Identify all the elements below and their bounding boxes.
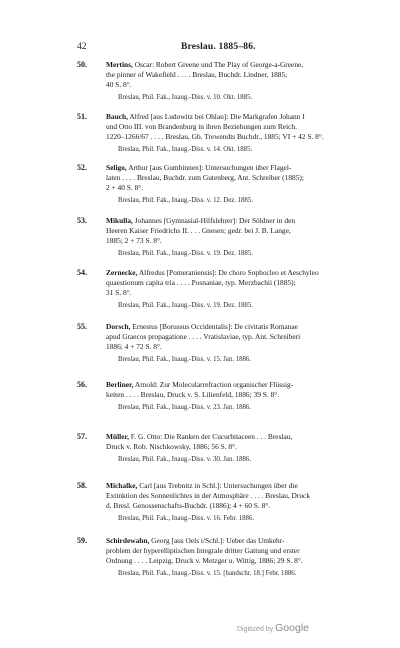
entry-line-3: 40 S. 8°. — [106, 80, 132, 89]
entry-number: 55. — [77, 322, 87, 331]
entry-line-1 — [106, 432, 292, 442]
entry-title-start: Georg [aus Oels i/Schl.]: Ueber das Umkehr- — [149, 536, 285, 545]
entry-line-1 — [106, 112, 305, 122]
entry-author: Schirdewahn, — [106, 536, 150, 545]
entry-number: 59. — [77, 536, 87, 545]
entry-line-2: quaestionum capita tria . . . . Posnaniae, typ. Merzbachii (1885); — [106, 278, 296, 287]
entry-line-1 — [106, 268, 319, 278]
entry-line-1 — [106, 481, 298, 491]
entry-author: Zernecke, — [106, 268, 138, 277]
page-header — [77, 41, 347, 53]
entry-line-1 — [106, 536, 285, 546]
entry-dissertation-note: Breslau, Phil. Fak., Inaug.-Diss. v. 15. [handschr. 18.] Febr. 1886. — [118, 570, 297, 577]
entry-line-2: Druck v. Rob. Nischkowsky, 1886; 56 S. 8°. — [106, 442, 237, 451]
entry-line-1 — [106, 216, 295, 226]
page-number: 42 — [77, 42, 87, 52]
entry-line-3: 1886; 4 + 72 S. 8°. — [106, 342, 162, 351]
entry-author: Dorsch, — [106, 322, 131, 331]
entry-dissertation-note: Breslau, Phil. Fak., Inaug.-Diss. v. 30. Jan. 1886. — [118, 456, 252, 463]
entry-number: 57. — [77, 432, 87, 441]
entry-title-start: Alfredus [Pomeraniensis]: De choro Sophocleo et Aeschyleo — [137, 268, 319, 277]
entry-line-3: 31 S. 8°. — [106, 288, 132, 297]
entry-line-2: the pinner of Wakefield . . . . Breslau, Buchdr. Lindner, 1885; — [106, 70, 288, 79]
entry-number: 51. — [77, 112, 87, 121]
entry-line-3: Ordnung . . . . Leipzig, Druck v. Metzger u. Wittig, 1886; 29 S. 8°. — [106, 556, 303, 565]
watermark-logo: Google — [275, 622, 309, 634]
entry-number: 58. — [77, 481, 87, 490]
entry-number: 52. — [77, 163, 87, 172]
entry-dissertation-note: Breslau, Phil. Fak., Inaug.-Diss. v. 23. Jan. 1886. — [118, 404, 252, 411]
entry-dissertation-note: Breslau, Phil. Fak., Inaug.-Diss. v. 15. Jan. 1886. — [118, 356, 252, 363]
entry-title-start: Arthur [aus Gumbinnen]: Untersuchungen über Flagel- — [126, 163, 292, 172]
entry-dissertation-note: Breslau, Phil. Fak., Inaug.-Diss. v. 19. Dez. 1885. — [118, 250, 253, 257]
entry-line-2: problem der hyperelliptischen Integrale dritter Gattung und erster — [106, 546, 300, 555]
entry-number: 50. — [77, 60, 87, 69]
entry-number: 54. — [77, 268, 87, 277]
entry-dissertation-note: Breslau, Phil. Fak., Inaug.-Diss. v. 14. Okt. 1885. — [118, 146, 253, 153]
entry-title-start: Oscar: Robert Greene und The Play of George-a-Greene, — [132, 60, 304, 69]
entry-line-2: und Otto III. von Brandenburg in ihren Beziehungen zum Reich. — [106, 122, 297, 131]
entry-author: Mikulla, — [106, 216, 133, 225]
entry-line-3: d. Bresl. Genossenschafts-Buchdr. (1886); 4 + 60 S. 8°. — [106, 501, 271, 510]
entry-author: Seligo, — [106, 163, 127, 172]
entry-dissertation-note: Breslau, Phil. Fak., Inaug.-Diss. v. 19. Dez. 1885. — [118, 302, 253, 309]
entry-author: Mertins, — [106, 60, 133, 69]
entry-author: Berliner, — [106, 380, 134, 389]
entry-title-start: Arnold: Zur Molecularrefraction organischer Flüssig- — [133, 380, 294, 389]
entry-title-start: F. G. Otto: Die Ranken der Cucurbitaceen . . . Breslau, — [128, 432, 293, 441]
entry-line-1 — [106, 322, 298, 332]
entry-line-3: 1220–1266/67 . . . . Breslau, Gb. Trewendts Buchdr., 1885; VI + 42 S. 8°. — [106, 132, 324, 141]
watermark-small: Digitized by — [237, 626, 274, 633]
entry-title-start: Ernestus [Borussus Occidentalis]: De civitatis Romanae — [130, 322, 298, 331]
entry-title-start: Johannes [Gymnasial-Hilfslehrer]: Der Söldner in den — [132, 216, 296, 225]
entry-line-1 — [106, 163, 291, 173]
entry-dissertation-note: Breslau, Phil. Fak., Inaug.-Diss. v. 16. Febr. 1886. — [118, 515, 255, 522]
google-watermark — [237, 622, 309, 634]
entry-line-2: laten . . . . Breslau, Buchdr. zum Gutenberg, Ant. Schreiber (1885); — [106, 173, 304, 182]
running-title: Breslau. 1885–86. — [181, 42, 256, 52]
entry-dissertation-note: Breslau, Phil. Fak., Inaug.-Diss. v. 10. Okt. 1885. — [118, 94, 253, 101]
entry-dissertation-note: Breslau, Phil. Fak., Inaug.-Diss. v. 12. Dez. 1885. — [118, 197, 253, 204]
entry-line-2: Heeren Kaiser Friedrichs II. . . . Gnesen; gedr. bei J. B. Lange, — [106, 226, 291, 235]
entry-line-1 — [106, 60, 303, 70]
entry-number: 56. — [77, 380, 87, 389]
entry-title-start: Carl [aus Trebnitz in Schl.]: Untersuchungen über die — [137, 481, 298, 490]
entry-author: Müller, — [106, 432, 129, 441]
entry-number: 53. — [77, 216, 87, 225]
entry-line-3: 1885; 2 + 73 S. 8°. — [106, 236, 162, 245]
entry-line-3: 2 + 40 S. 8°. — [106, 183, 144, 192]
entry-title-start: Alfred [aus Ludowitz bei Ohlau]: Die Markgrafen Johann I — [127, 112, 305, 121]
entry-line-1 — [106, 380, 293, 390]
entry-line-2: keiten . . . . Breslau, Druck v. S. Lilienfeld, 1886; 39 S. 8°. — [106, 390, 280, 399]
entry-author: Bauch, — [106, 112, 128, 121]
entry-author: Michalke, — [106, 481, 138, 490]
entry-line-2: apud Graecos propagatione . . . . Vratislaviae, typ. Ant. Schreiberi — [106, 332, 301, 341]
entry-line-2: Extinktion des Sonnenlichtes in der Atmosphäre . . . . Breslau, Druck — [106, 491, 311, 500]
